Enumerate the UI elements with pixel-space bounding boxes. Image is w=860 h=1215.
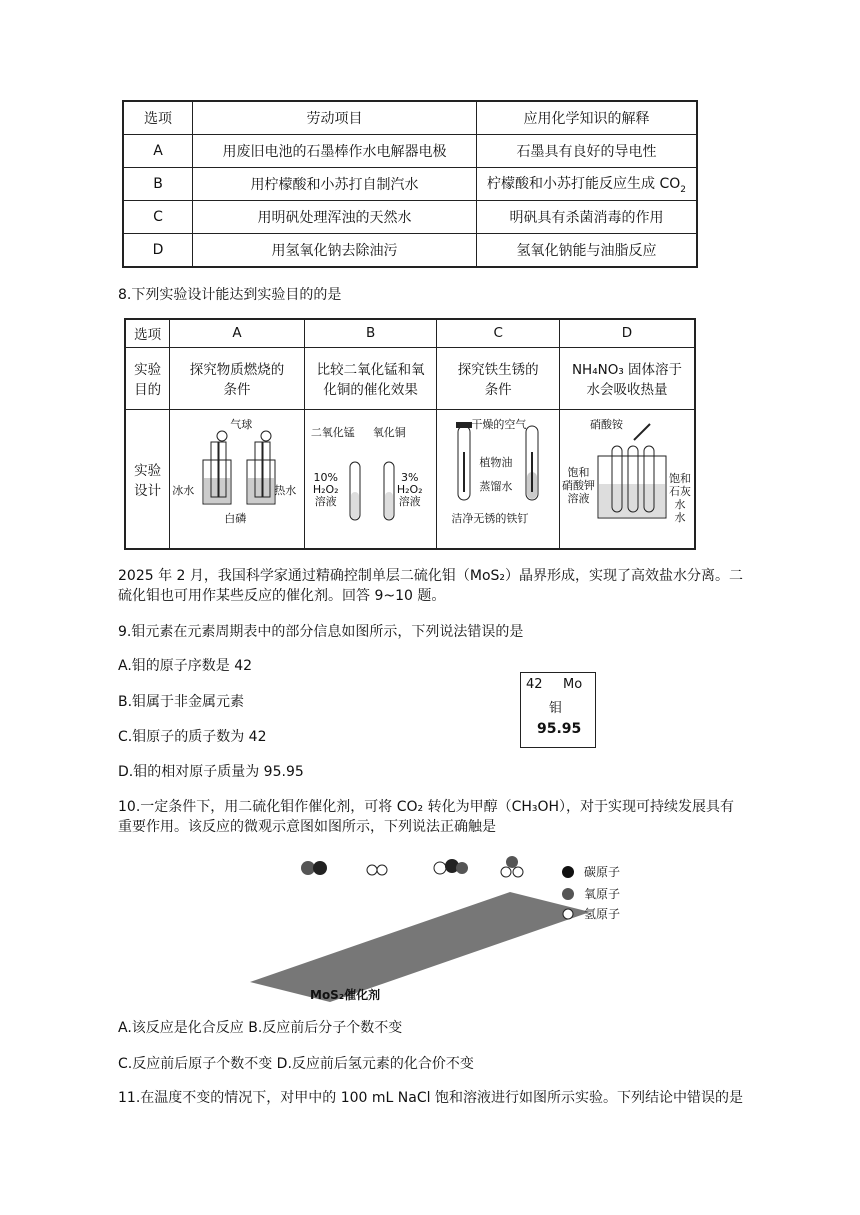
intro-text: 2025 年 2 月，我国科学家通过精确控制单层二硫化钼（MoS₂）晶界形成，实现了高效盐水分离。二硫化钼也可用作某些反应的催化剂。回答 9~10 题。 (118, 568, 744, 604)
cell: 石墨具有良好的导电性 (477, 135, 698, 168)
label-dry-air: 干燥的空气 (471, 417, 527, 431)
cell: A (123, 135, 193, 168)
element-symbol: Mo (563, 677, 583, 692)
cell: 探究物质燃烧的 条件 (170, 347, 305, 409)
label-nh4no3: 硝酸铵 (590, 417, 623, 431)
option-a: A.钼的原子序数是 42 (118, 658, 253, 674)
table-row (123, 234, 697, 268)
header-cell: D (560, 319, 696, 347)
cell: C (123, 201, 193, 234)
atomic-mass: 95.95 (537, 721, 582, 737)
labor-table (122, 100, 698, 268)
label-10-h2o2: 10% H₂O₂ 溶液 (312, 470, 339, 508)
question-9: 9.钼元素在元素周期表中的部分信息如图所示，下列说法错误的是 (118, 624, 524, 640)
row-label: 实验 目的 (125, 347, 170, 409)
element-card (520, 672, 596, 748)
design-a (170, 409, 305, 549)
header-cell: 劳动项目 (193, 101, 477, 135)
cell: B (123, 168, 193, 201)
label-limewater: 饱和 石灰水 水 (669, 471, 691, 524)
table-row (125, 409, 695, 549)
header-cell: C (437, 319, 560, 347)
q10-options-line1: A.该反应是化合反应 B.反应前后分子个数不变 (118, 1020, 403, 1036)
cell: 用明矾处理浑浊的天然水 (193, 201, 477, 234)
option-b: B.钼属于非金属元素 (118, 694, 245, 710)
table-row (123, 201, 697, 234)
label-balloon: 气球 (230, 417, 253, 431)
subscript: 2 (680, 184, 686, 195)
header-cell: B (304, 319, 437, 347)
experiment-table (124, 318, 696, 550)
question-8: 8.下列实验设计能达到实验目的的是 (118, 287, 342, 303)
catalyst-label: MoS₂催化剂 (310, 988, 381, 1002)
cell: 探究铁生锈的 条件 (437, 347, 560, 409)
label-iron-nail: 洁净无锈的铁钉 (451, 511, 529, 525)
design-d (560, 409, 696, 549)
legend-carbon: 碳原子 (584, 865, 621, 879)
label-cuo: 氧化铜 (372, 425, 406, 439)
table-row (123, 168, 697, 201)
label-white-phosphorus: 白磷 (224, 511, 247, 525)
header-cell: 选项 (123, 101, 193, 135)
label-distilled-water: 蒸馏水 (479, 479, 513, 493)
cell: D (123, 234, 193, 268)
design-c (437, 409, 560, 549)
question-10: 10.一定条件下，用二硫化钼作催化剂，可将 CO₂ 转化为甲醇（CH₃OH），对于实现可持续发展具有重要作用。该反应的微观示意图如图所示，下列说法正确触是 (118, 799, 735, 835)
element-name: 钼 (549, 701, 563, 716)
label-hot-water: 热水 (274, 483, 297, 497)
table-row (125, 347, 695, 409)
cell (477, 168, 698, 201)
label-ice-water: 冰水 (172, 483, 195, 497)
header-cell: 选项 (125, 319, 170, 347)
atomic-number: 42 (526, 677, 543, 692)
option-c: C.钼原子的质子数为 42 (118, 729, 267, 745)
label-mno2: 二氧化锰 (310, 425, 355, 439)
table-header-row (123, 101, 697, 135)
label-3-h2o2: 3% H₂O₂ 溶液 (396, 470, 423, 508)
row-label: 实验 设计 (125, 409, 170, 549)
label-kno3: 饱和 硝酸钾 溶液 (562, 465, 595, 505)
legend-oxygen: 氧原子 (584, 887, 621, 901)
table-header-row (125, 319, 695, 347)
cell: 用氢氧化钠去除油污 (193, 234, 477, 268)
legend-hydrogen: 氢原子 (584, 907, 621, 921)
table-row (123, 135, 697, 168)
label-oil: 植物油 (479, 455, 513, 469)
design-b (304, 409, 437, 549)
cell: 比较二氧化锰和氧 化铜的催化效果 (304, 347, 437, 409)
cell: 氢氧化钠能与油脂反应 (477, 234, 698, 268)
q10-options-line2: C.反应前后原子个数不变 D.反应前后氢元素的化合价不变 (118, 1056, 474, 1072)
catalyst-reaction-diagram (250, 852, 630, 1002)
cell: 用柠檬酸和小苏打自制汽水 (193, 168, 477, 201)
header-cell: 应用化学知识的解释 (477, 101, 698, 135)
cell: 用废旧电池的石墨棒作水电解器电极 (193, 135, 477, 168)
cell-text: 柠檬酸和小苏打能反应生成 CO (487, 176, 681, 193)
option-d: D.钼的相对原子质量为 95.95 (118, 764, 304, 780)
cell: NH₄NO₃ 固体溶于 水会吸收热量 (560, 347, 696, 409)
header-cell: A (170, 319, 305, 347)
question-11: 11.在温度不变的情况下，对甲中的 100 mL NaCl 饱和溶液进行如图所示实验。下列结论中错误的是 (118, 1090, 743, 1106)
cell: 明矾具有杀菌消毒的作用 (477, 201, 698, 234)
